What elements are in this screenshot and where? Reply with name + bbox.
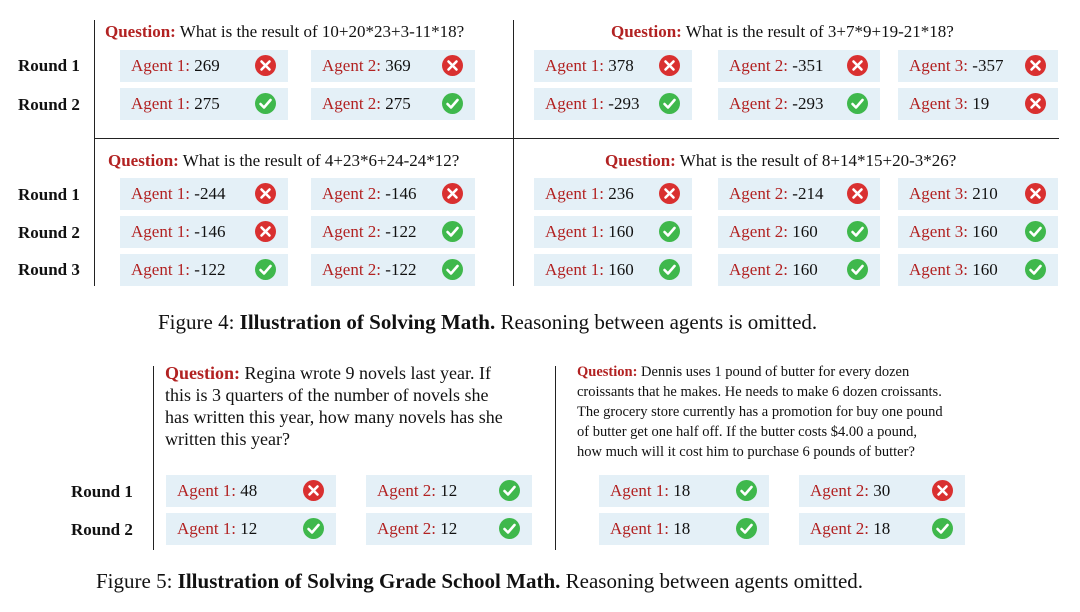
- answer-value: -244: [194, 184, 226, 203]
- answer-value: 18: [673, 481, 691, 500]
- question-text: What is the result of 3+7*9+19-21*18?: [685, 22, 954, 41]
- answer-cell: [898, 178, 1058, 210]
- agent-label: Agent 2:: [322, 56, 382, 75]
- question-line: The grocery store currently has a promotion for buy one pound: [577, 404, 943, 420]
- answer-text: [909, 94, 989, 114]
- cross-icon: [847, 55, 868, 76]
- answer-text: [131, 94, 220, 114]
- answer-text: [377, 481, 457, 501]
- question-label: Question:: [577, 364, 638, 380]
- answer-text: [909, 260, 998, 280]
- answer-value: -293: [792, 94, 824, 113]
- agent-label: Agent 2:: [810, 519, 870, 538]
- agent-label: Agent 1:: [610, 519, 670, 538]
- check-icon: [255, 93, 276, 114]
- answer-cell: [534, 88, 692, 120]
- question-label: Question:: [611, 22, 682, 41]
- cross-icon: [1025, 183, 1046, 204]
- check-icon: [659, 93, 680, 114]
- fig5-panel2-question: [577, 362, 943, 462]
- answer-text: [377, 519, 457, 539]
- check-icon: [736, 518, 757, 539]
- round-label: Round 1: [18, 56, 80, 75]
- answer-text: [322, 94, 411, 114]
- fig4-horizontal-divider: [94, 138, 1059, 139]
- fig4-center-divider: [513, 20, 514, 286]
- agent-label: Agent 1:: [545, 260, 605, 279]
- answer-text: [810, 519, 890, 539]
- answer-text: [729, 184, 823, 204]
- answer-cell: [311, 50, 475, 82]
- answer-value: 19: [972, 94, 990, 113]
- check-icon: [499, 518, 520, 539]
- answer-text: [909, 222, 998, 242]
- check-icon: [659, 259, 680, 280]
- answer-text: [545, 184, 634, 204]
- answer-text: [610, 519, 690, 539]
- answer-value: 160: [608, 222, 634, 241]
- answer-text: [909, 56, 1003, 76]
- fig4-panel3-question: [108, 151, 459, 171]
- check-icon: [932, 518, 953, 539]
- answer-text: [177, 481, 257, 501]
- answer-cell: [718, 88, 880, 120]
- agent-label: Agent 2:: [322, 184, 382, 203]
- check-icon: [847, 221, 868, 242]
- answer-value: -122: [194, 260, 226, 279]
- agent-label: Agent 3:: [909, 94, 969, 113]
- caption-label: Figure 5:: [96, 569, 173, 593]
- check-icon: [255, 259, 276, 280]
- answer-cell: [120, 178, 288, 210]
- question-line: croissants that he makes. He needs to make 6 dozen croissants.: [577, 384, 942, 400]
- answer-value: 30: [873, 481, 891, 500]
- answer-text: [729, 56, 823, 76]
- agent-label: Agent 2:: [729, 184, 789, 203]
- answer-value: -122: [385, 222, 417, 241]
- agent-label: Agent 3:: [909, 56, 969, 75]
- answer-text: [729, 260, 818, 280]
- agent-label: Agent 1:: [177, 519, 237, 538]
- answer-value: 160: [972, 260, 998, 279]
- agent-label: Agent 2:: [729, 260, 789, 279]
- question-line: this is 3 quarters of the number of novels she: [165, 385, 489, 405]
- agent-label: Agent 2:: [377, 519, 437, 538]
- answer-text: [545, 260, 634, 280]
- answer-cell: [599, 513, 769, 545]
- answer-text: [177, 519, 257, 539]
- agent-label: Agent 1:: [131, 94, 191, 113]
- agent-label: Agent 1:: [545, 222, 605, 241]
- question-text: What is the result of 8+14*15+20-3*26?: [679, 151, 957, 170]
- check-icon: [442, 93, 463, 114]
- answer-text: [131, 184, 225, 204]
- check-icon: [847, 259, 868, 280]
- answer-cell: [799, 513, 965, 545]
- answer-text: [131, 56, 220, 76]
- answer-cell: [718, 216, 880, 248]
- answer-cell: [311, 254, 475, 286]
- cross-icon: [932, 480, 953, 501]
- check-icon: [659, 221, 680, 242]
- agent-label: Agent 3:: [909, 222, 969, 241]
- answer-value: -214: [792, 184, 824, 203]
- fig4-panel4-question: [605, 151, 956, 171]
- answer-text: [729, 94, 823, 114]
- answer-value: -146: [385, 184, 417, 203]
- question-line: Dennis uses 1 pound of butter for every dozen: [641, 364, 910, 380]
- cross-icon: [1025, 93, 1046, 114]
- check-icon: [736, 480, 757, 501]
- answer-value: 378: [608, 56, 634, 75]
- question-label: Question:: [105, 22, 176, 41]
- caption-title: Illustration of Solving Grade School Math.: [177, 569, 561, 593]
- caption-text: Reasoning between agents omitted.: [565, 569, 864, 593]
- cross-icon: [442, 55, 463, 76]
- answer-cell: [311, 216, 475, 248]
- answer-text: [729, 222, 818, 242]
- check-icon: [303, 518, 324, 539]
- agent-label: Agent 2:: [322, 260, 382, 279]
- answer-cell: [599, 475, 769, 507]
- agent-label: Agent 1:: [545, 184, 605, 203]
- answer-value: 236: [608, 184, 634, 203]
- answer-text: [131, 260, 225, 280]
- answer-cell: [718, 254, 880, 286]
- answer-value: 160: [972, 222, 998, 241]
- answer-cell: [534, 216, 692, 248]
- answer-cell: [534, 254, 692, 286]
- answer-cell: [166, 475, 336, 507]
- round-label: Round 3: [18, 260, 80, 279]
- answer-text: [322, 184, 416, 204]
- fig5-center-divider: [555, 366, 556, 550]
- answer-cell: [534, 50, 692, 82]
- agent-label: Agent 1:: [545, 56, 605, 75]
- agent-label: Agent 1:: [131, 184, 191, 203]
- cross-icon: [847, 183, 868, 204]
- check-icon: [442, 221, 463, 242]
- agent-label: Agent 3:: [909, 184, 969, 203]
- cross-icon: [255, 221, 276, 242]
- answer-cell: [166, 513, 336, 545]
- agent-label: Agent 2:: [729, 222, 789, 241]
- question-text: What is the result of 4+23*6+24-24*12?: [182, 151, 460, 170]
- question-line: has written this year, how many novels has she: [165, 407, 503, 427]
- answer-value: 160: [792, 222, 818, 241]
- agent-label: Agent 2:: [810, 481, 870, 500]
- cross-icon: [659, 183, 680, 204]
- round-label: Round 1: [18, 185, 80, 204]
- question-line: how much will it cost him to purchase 6 pounds of butter?: [577, 444, 915, 460]
- check-icon: [1025, 259, 1046, 280]
- agent-label: Agent 1:: [131, 56, 191, 75]
- round-label: Round 1: [71, 482, 133, 501]
- answer-value: 275: [385, 94, 411, 113]
- caption-label: Figure 4:: [158, 310, 235, 334]
- answer-value: -293: [608, 94, 640, 113]
- answer-cell: [534, 178, 692, 210]
- check-icon: [499, 480, 520, 501]
- answer-cell: [366, 475, 532, 507]
- question-text: What is the result of 10+20*23+3-11*18?: [179, 22, 465, 41]
- answer-text: [810, 481, 890, 501]
- answer-value: 160: [608, 260, 634, 279]
- answer-cell: [311, 178, 475, 210]
- check-icon: [442, 259, 463, 280]
- answer-value: -351: [792, 56, 824, 75]
- answer-text: [610, 481, 690, 501]
- question-label: Question:: [108, 151, 179, 170]
- agent-label: Agent 2:: [322, 94, 382, 113]
- caption-text: Reasoning between agents is omitted.: [500, 310, 818, 334]
- question-line: of butter get one half off. If the butter costs $4.00 a pound,: [577, 424, 917, 440]
- fig4-left-divider: [94, 20, 95, 286]
- agent-label: Agent 1:: [545, 94, 605, 113]
- answer-cell: [311, 88, 475, 120]
- answer-cell: [898, 254, 1058, 286]
- answer-value: 48: [240, 481, 258, 500]
- fig4-panel1-question: [105, 22, 464, 42]
- answer-text: [545, 222, 634, 242]
- check-icon: [1025, 221, 1046, 242]
- answer-cell: [898, 88, 1058, 120]
- round-label: Round 2: [71, 520, 133, 539]
- answer-value: 275: [194, 94, 220, 113]
- answer-cell: [120, 50, 288, 82]
- cross-icon: [255, 55, 276, 76]
- question-line: Regina wrote 9 novels last year. If: [244, 363, 491, 383]
- answer-text: [131, 222, 225, 242]
- answer-value: -146: [194, 222, 226, 241]
- answer-cell: [120, 216, 288, 248]
- answer-cell: [718, 178, 880, 210]
- fig5-panel1-question: [165, 362, 503, 450]
- answer-cell: [366, 513, 532, 545]
- answer-cell: [718, 50, 880, 82]
- answer-cell: [898, 50, 1058, 82]
- agent-label: Agent 3:: [909, 260, 969, 279]
- agent-label: Agent 2:: [729, 94, 789, 113]
- check-icon: [847, 93, 868, 114]
- figure-4-caption: [158, 310, 817, 335]
- question-line: written this year?: [165, 429, 290, 449]
- caption-title: Illustration of Solving Math.: [239, 310, 496, 334]
- answer-value: -122: [385, 260, 417, 279]
- answer-cell: [799, 475, 965, 507]
- answer-text: [909, 184, 998, 204]
- answer-value: 18: [673, 519, 691, 538]
- answer-value: 210: [972, 184, 998, 203]
- round-label: Round 2: [18, 223, 80, 242]
- agent-label: Agent 1:: [177, 481, 237, 500]
- answer-value: 369: [385, 56, 411, 75]
- fig4-panel2-question: [611, 22, 954, 42]
- answer-cell: [898, 216, 1058, 248]
- answer-text: [545, 94, 639, 114]
- answer-value: 18: [873, 519, 891, 538]
- agent-label: Agent 2:: [729, 56, 789, 75]
- answer-value: 12: [240, 519, 258, 538]
- question-label: Question:: [605, 151, 676, 170]
- answer-text: [322, 56, 411, 76]
- answer-cell: [120, 88, 288, 120]
- cross-icon: [255, 183, 276, 204]
- answer-value: 12: [440, 519, 458, 538]
- cross-icon: [659, 55, 680, 76]
- agent-label: Agent 2:: [322, 222, 382, 241]
- cross-icon: [303, 480, 324, 501]
- answer-value: 269: [194, 56, 220, 75]
- answer-value: -357: [972, 56, 1004, 75]
- answer-text: [322, 222, 416, 242]
- answer-cell: [120, 254, 288, 286]
- answer-text: [322, 260, 416, 280]
- round-label: Round 2: [18, 95, 80, 114]
- agent-label: Agent 1:: [610, 481, 670, 500]
- answer-text: [545, 56, 634, 76]
- answer-value: 160: [792, 260, 818, 279]
- answer-value: 12: [440, 481, 458, 500]
- question-label: Question:: [165, 363, 241, 383]
- cross-icon: [1025, 55, 1046, 76]
- agent-label: Agent 2:: [377, 481, 437, 500]
- agent-label: Agent 1:: [131, 260, 191, 279]
- figure-5-caption: [96, 569, 863, 594]
- cross-icon: [442, 183, 463, 204]
- agent-label: Agent 1:: [131, 222, 191, 241]
- fig5-left-divider: [153, 366, 154, 550]
